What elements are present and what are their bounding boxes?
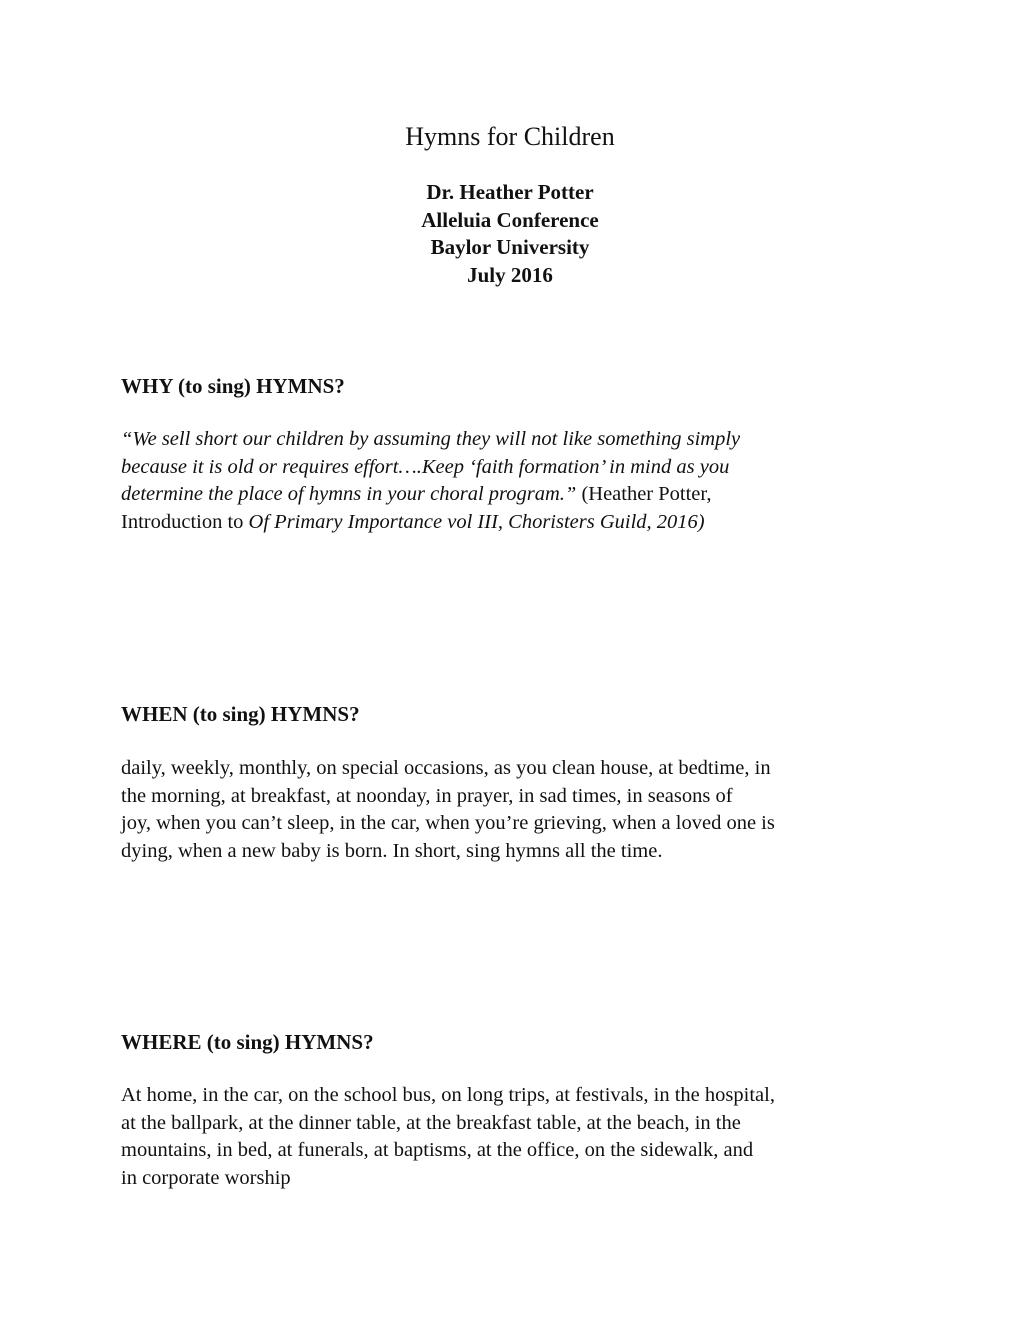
citation-title: Of Primary Importance vol III, Choristers Guild, 2016) [248, 510, 705, 533]
why-quote-paragraph [121, 426, 911, 536]
paragraph-line: the morning, at breakfast, at noonday, in prayer, in sad times, in seasons of [121, 784, 733, 807]
paragraph-line: daily, weekly, monthly, on special occasions, as you clean house, at bedtime, in [121, 757, 771, 779]
where-heading: WHERE (to sing) HYMNS? [121, 1030, 374, 1054]
quote-line: determine the place of hymns in your choral program.” [121, 483, 577, 505]
document-title: Hymns for Children [405, 122, 615, 151]
author-name: Dr. Heather Potter [426, 180, 594, 204]
citation-intro: Introduction to [121, 510, 249, 533]
when-heading: WHEN (to sing) HYMNS? [121, 702, 360, 726]
paragraph-line: mountains, in bed, at funerals, at baptisms, at the office, on the sidewalk, and [121, 1139, 754, 1161]
citation-open: (Heather Potter, [576, 483, 712, 505]
event-date: July 2016 [467, 262, 553, 287]
paragraph-line: at the ballpark, at the dinner table, at the breakfast table, at the beach, in the [121, 1111, 741, 1134]
venue-name: Baylor University [430, 235, 590, 259]
paragraph-line: dying, when a new baby is born. In short, sing hymns all the time. [121, 839, 663, 862]
quote-line: because it is old or requires effort….Keep ‘faith formation’ in mind as you [121, 455, 730, 478]
event-name: Alleluia Conference [421, 207, 599, 232]
paragraph-line: At home, in the car, on the school bus, on long trips, at festivals, in the hospital, [121, 1084, 775, 1106]
quote-line: “We sell short our children by assuming they will not like something simply [121, 428, 741, 450]
paragraph-line: in corporate worship [121, 1166, 291, 1189]
where-paragraph [121, 1082, 911, 1192]
paragraph-line: joy, when you can’t sleep, in the car, when you’re grieving, when a loved one is [121, 812, 775, 834]
why-heading: WHY (to sing) HYMNS? [121, 374, 345, 398]
when-paragraph [121, 755, 911, 865]
byline [0, 179, 1020, 289]
